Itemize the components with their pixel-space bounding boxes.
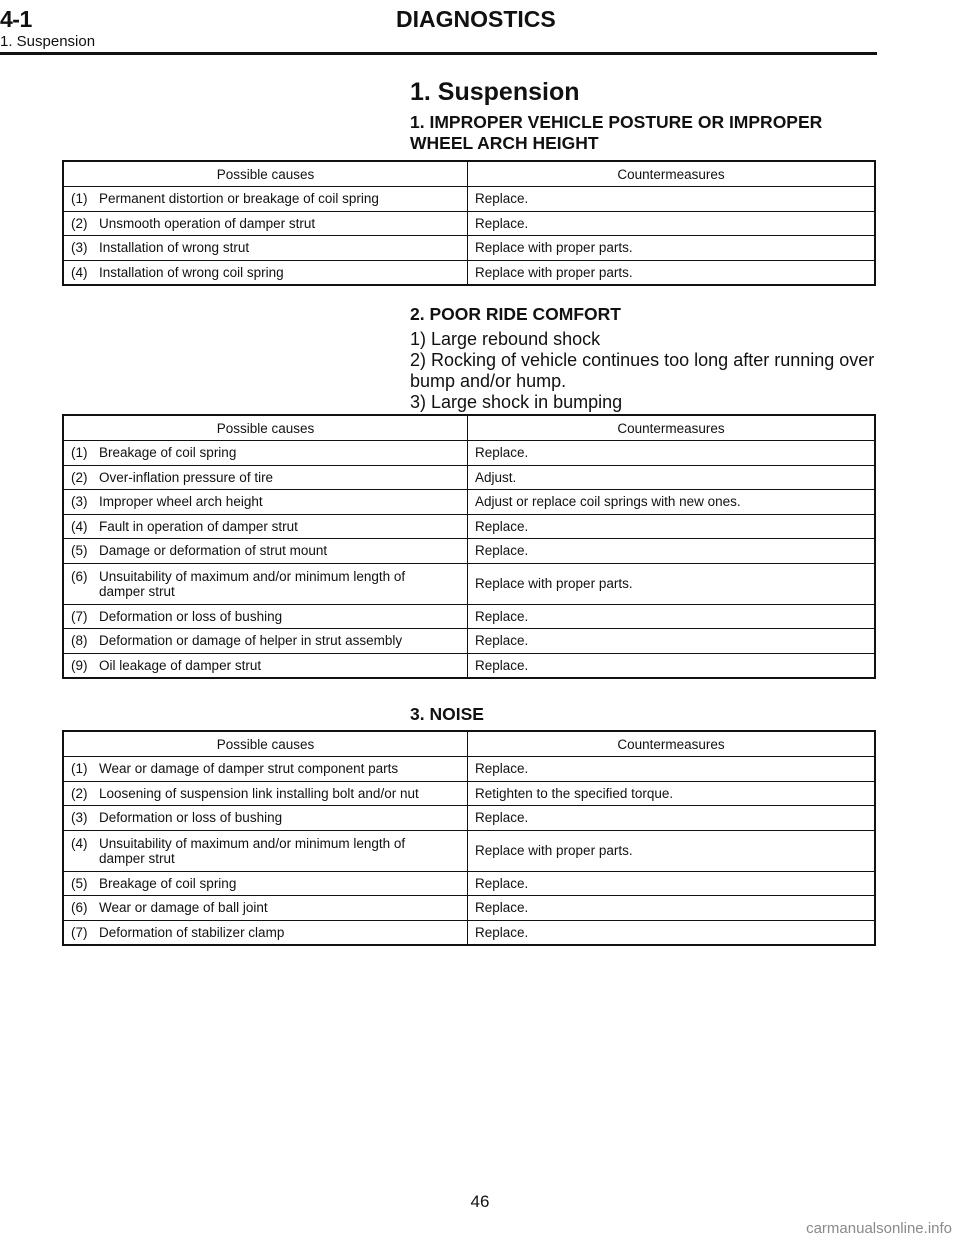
column-header-countermeasures: Countermeasures [468, 161, 876, 187]
cause-cell [63, 563, 468, 604]
row-number: (4) [71, 264, 88, 280]
section-heading-ride-comfort: 2. POOR RIDE COMFORT [410, 304, 621, 324]
cause-cell [63, 187, 468, 212]
cause-cell [63, 629, 468, 654]
cause-text: Installation of wrong strut [99, 240, 250, 256]
cause-cell [63, 757, 468, 782]
cause-cell [63, 539, 468, 564]
table-posture [62, 160, 876, 286]
table-row [63, 211, 875, 236]
table-row [63, 806, 875, 831]
table-row [63, 653, 875, 678]
table-row [63, 465, 875, 490]
countermeasure-cell: Replace with proper parts. [468, 830, 876, 871]
countermeasure-cell: Replace. [468, 653, 876, 678]
cause-cell [63, 465, 468, 490]
cause-text-continued: damper strut [99, 850, 175, 866]
countermeasure-cell: Replace. [468, 604, 876, 629]
table-row [63, 260, 875, 285]
row-number: (3) [71, 240, 88, 256]
countermeasure-cell: Adjust or replace coil springs with new ones. [468, 490, 876, 515]
table-row [63, 441, 875, 466]
column-header-causes: Possible causes [63, 415, 468, 441]
row-number: (2) [71, 469, 88, 485]
cause-cell [63, 514, 468, 539]
cause-cell [63, 441, 468, 466]
table-row [63, 830, 875, 871]
table-header-row [63, 731, 875, 757]
cause-text: Damage or deformation of strut mount [99, 543, 328, 559]
table-header-row [63, 161, 875, 187]
row-number: (7) [71, 608, 88, 624]
column-header-causes: Possible causes [63, 161, 468, 187]
row-number: (3) [71, 810, 88, 826]
cause-text: Unsuitability of maximum and/or minimum length of [99, 568, 406, 584]
table-row [63, 781, 875, 806]
table-row [63, 920, 875, 945]
column-header-causes: Possible causes [63, 731, 468, 757]
cause-text: Installation of wrong coil spring [99, 264, 284, 280]
row-number: (1) [71, 191, 88, 207]
section-heading-posture: 1. IMPROPER VEHICLE POSTURE OR IMPROPER WHEEL ARCH HEIGHT [410, 112, 823, 153]
table-row [63, 871, 875, 896]
cause-cell [63, 920, 468, 945]
countermeasure-cell: Replace with proper parts. [468, 563, 876, 604]
row-number: (7) [71, 924, 88, 940]
row-number: (5) [71, 543, 88, 559]
cause-text-continued: damper strut [99, 583, 175, 599]
cause-text: Breakage of coil spring [99, 875, 237, 891]
row-number: (2) [71, 785, 88, 801]
cause-cell [63, 236, 468, 261]
cause-text: Loosening of suspension link installing bolt and/or nut [99, 785, 419, 801]
table-noise [62, 730, 876, 946]
table-ride-comfort [62, 414, 876, 679]
row-number: (6) [71, 568, 88, 584]
cause-text: Unsmooth operation of damper strut [99, 215, 316, 231]
cause-cell [63, 653, 468, 678]
countermeasure-cell: Replace. [468, 441, 876, 466]
table-row [63, 514, 875, 539]
row-number: (1) [71, 445, 88, 461]
symptom-list [410, 329, 885, 413]
cause-cell [63, 781, 468, 806]
header-rule [0, 52, 877, 55]
cause-cell [63, 604, 468, 629]
row-number: (3) [71, 494, 88, 510]
cause-text: Deformation or loss of bushing [99, 608, 283, 624]
row-number: (5) [71, 875, 88, 891]
cause-text: Deformation or damage of helper in strut assembly [99, 633, 403, 649]
countermeasure-cell: Replace. [468, 920, 876, 945]
cause-text: Permanent distortion or breakage of coil spring [99, 191, 379, 207]
countermeasure-cell: Replace. [468, 629, 876, 654]
countermeasure-cell: Replace. [468, 757, 876, 782]
symptom-item: 3) Large shock in bumping [410, 392, 623, 412]
section-code: 4-1 [0, 6, 32, 32]
symptom-item: 2) Rocking of vehicle continues too long after running over bump and/or hump. [410, 350, 875, 391]
countermeasure-cell: Replace. [468, 187, 876, 212]
cause-text: Deformation or loss of bushing [99, 810, 283, 826]
row-number: (4) [71, 518, 88, 534]
row-number: (2) [71, 215, 88, 231]
countermeasure-cell: Replace. [468, 211, 876, 236]
countermeasure-cell: Adjust. [468, 465, 876, 490]
table-row [63, 236, 875, 261]
table-header-row [63, 415, 875, 441]
page-title: 1. Suspension [410, 78, 580, 106]
header-subtitle: 1. Suspension [0, 33, 96, 50]
row-number: (6) [71, 900, 88, 916]
row-number: (9) [71, 657, 88, 673]
countermeasure-cell: Replace. [468, 871, 876, 896]
cause-text: Fault in operation of damper strut [99, 518, 298, 534]
cause-cell [63, 896, 468, 921]
countermeasure-cell: Replace. [468, 806, 876, 831]
symptom-item: 1) Large rebound shock [410, 329, 601, 349]
table-row [63, 563, 875, 604]
cause-text: Wear or damage of ball joint [99, 900, 268, 916]
countermeasure-cell: Replace. [468, 896, 876, 921]
row-number: (8) [71, 633, 88, 649]
table-row [63, 604, 875, 629]
table-row [63, 629, 875, 654]
cause-text: Over-inflation pressure of tire [99, 469, 274, 485]
table-row [63, 187, 875, 212]
cause-text: Oil leakage of damper strut [99, 657, 262, 673]
cause-text: Improper wheel arch height [99, 494, 263, 510]
row-number: (4) [71, 835, 88, 851]
row-number: (1) [71, 761, 88, 777]
cause-text: Breakage of coil spring [99, 445, 237, 461]
column-header-countermeasures: Countermeasures [468, 415, 876, 441]
watermark[interactable]: carmanualsonline.info [806, 1220, 952, 1237]
countermeasure-cell: Replace. [468, 514, 876, 539]
table-row [63, 757, 875, 782]
cause-cell [63, 806, 468, 831]
cause-cell [63, 211, 468, 236]
cause-cell [63, 260, 468, 285]
cause-text: Unsuitability of maximum and/or minimum length of [99, 835, 406, 851]
table-row [63, 896, 875, 921]
cause-text: Wear or damage of damper strut component parts [99, 761, 399, 777]
cause-text: Deformation of stabilizer clamp [99, 924, 285, 940]
countermeasure-cell: Replace with proper parts. [468, 236, 876, 261]
page-number: 46 [470, 1192, 490, 1211]
countermeasure-cell: Replace. [468, 539, 876, 564]
cause-cell [63, 830, 468, 871]
cause-cell [63, 871, 468, 896]
header-title: DIAGNOSTICS [396, 6, 556, 32]
table-row [63, 539, 875, 564]
countermeasure-cell: Retighten to the specified torque. [468, 781, 876, 806]
column-header-countermeasures: Countermeasures [468, 731, 876, 757]
cause-cell [63, 490, 468, 515]
section-heading-noise: 3. NOISE [410, 704, 484, 724]
table-row [63, 490, 875, 515]
countermeasure-cell: Replace with proper parts. [468, 260, 876, 285]
